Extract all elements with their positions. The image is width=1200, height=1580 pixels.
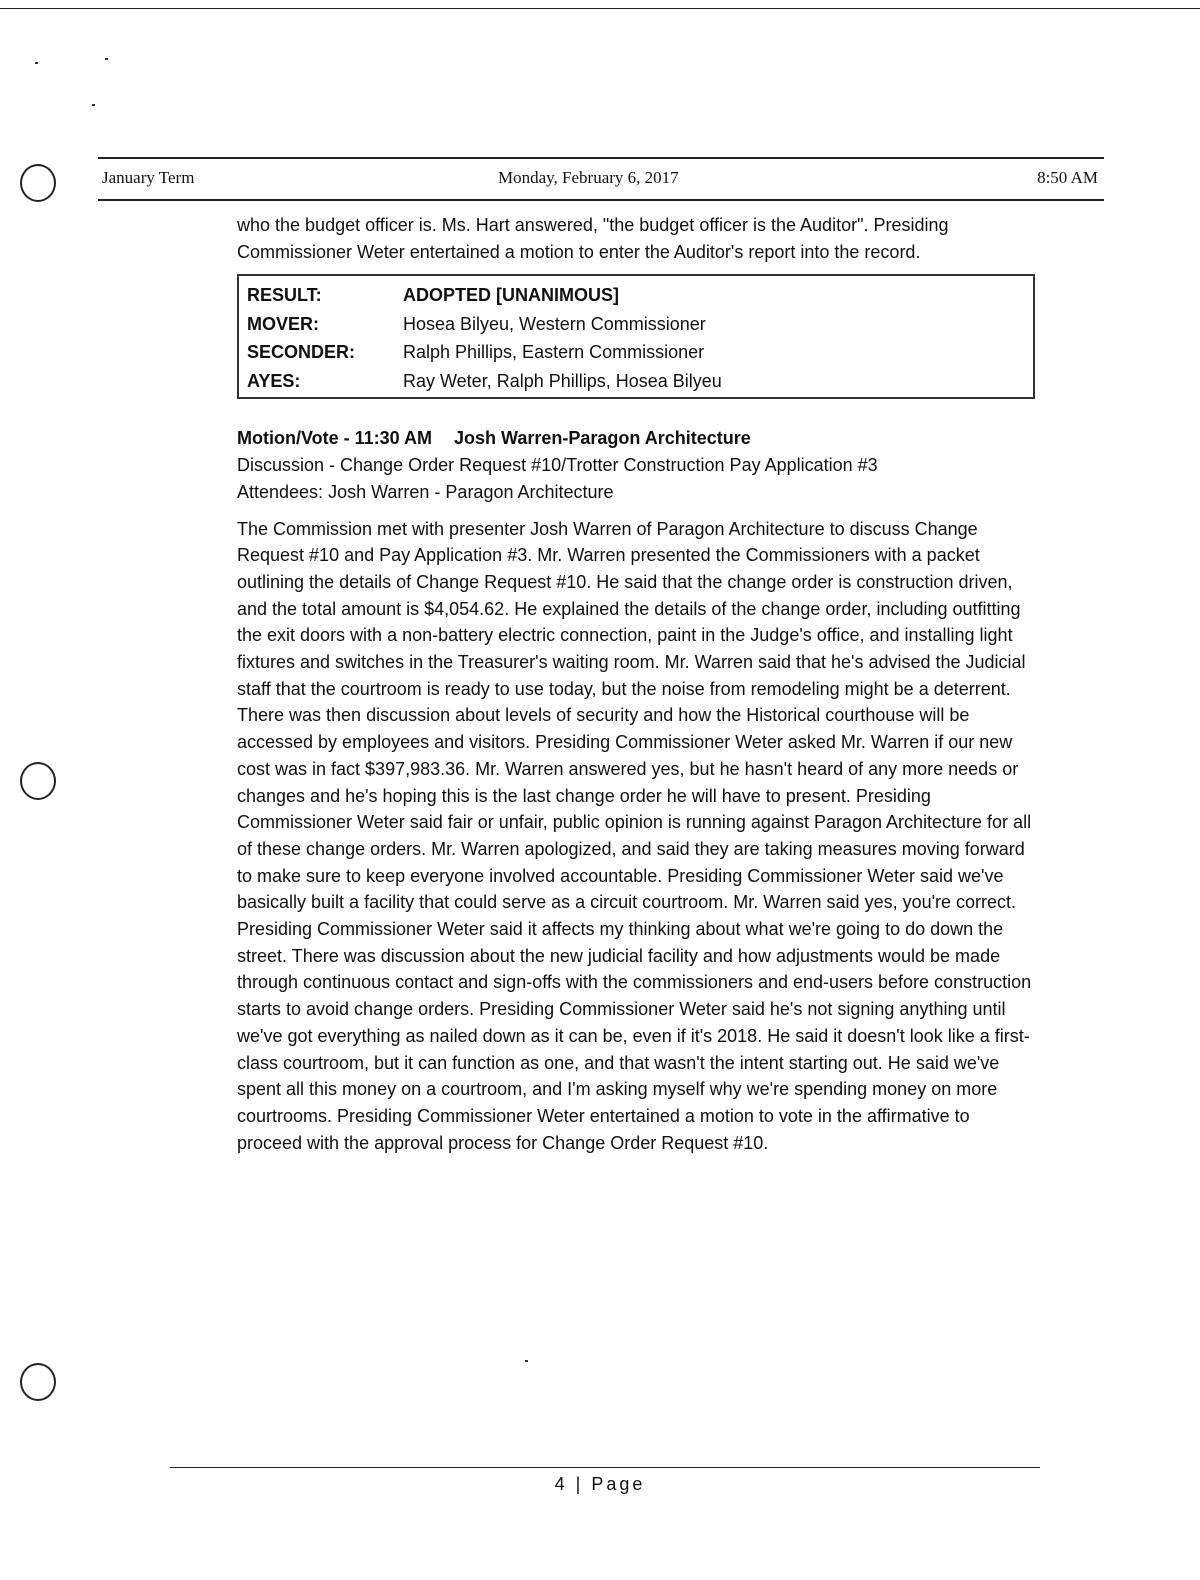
result-row [247,281,1025,310]
result-value: ADOPTED [UNANIMOUS] [403,285,619,306]
scan-speck [35,62,38,64]
scan-speck [105,58,108,60]
vote-result-table [237,274,1035,399]
binder-hole-icon [20,164,56,202]
result-label: RESULT: [247,285,322,306]
minutes-body-paragraph: The Commission met with presenter Josh Warren of Paragon Architecture to discuss Change Request #10 and Pay Application #3. Mr. Warren presented the Commissioners with a packet outlining the details of Change Request #10. He said that the change order is construction driven, and the total amount is $4,054.62. He explained the details of the change order, including outfitting the exit doors with a non-battery electric connection, paint in the Judge's office, and installing light fixtures and switches in the Treasurer's waiting room. Mr. Warren said that he's advised the Judicial staff that the courtroom is ready to use today, but the noise from remodeling might be a deterrent. There was then discussion about levels of security and how the Historical courthouse will be accessed by employees and visitors. Presiding Commissioner Weter asked Mr. Warren if our new cost was in fact $397,983.36. Mr. Warren answered yes, but he hasn't heard of any more needs or changes and he's hoping this is the last change order he will have to present. Presiding Commissioner Weter said fair or unfair, public opinion is running against Paragon Architecture for all of these change orders. Mr. Warren apologized, and said they are taking measures moving forward to make sure to keep everyone involved accountable. Presiding Commissioner Weter said we've basically built a facility that could serve as a circuit courtroom. Mr. Warren said yes, you're correct. Presiding Commissioner Weter said it affects my thinking about what we're going to do down the street. There was discussion about the new judicial facility and how adjustments would be made through continuous contact and sign-offs with the commissioners and end-users before construction starts to avoid change orders. Presiding Commissioner Weter said he's not signing anything until we've got everything as nailed down as it can be, even if it's 2018. He said it doesn't look like a first-class courtroom, but it can function as one, and that wasn't the intent starting out. He said we've spent all this money on a courtroom, and I'm asking myself why we're spending money on more courtrooms. Presiding Commissioner Weter entertained a motion to vote in the affirmative to proceed with the approval process for Change Order Request #10. [237,518,1032,1153]
binder-hole-icon [20,1363,56,1401]
page-number: 4 | Page [554,1474,646,1494]
footer-rule [170,1467,1040,1468]
motion-section [237,425,1037,505]
motion-heading [237,425,1037,452]
seconder-value: Ralph Phillips, Eastern Commissioner [403,342,705,363]
header-time: 8:50 AM [1037,168,1098,187]
header-date: Monday, February 6, 2017 [498,168,679,187]
header-term: January Term [102,168,195,187]
mover-row [247,310,1025,339]
motion-attendees: Attendees: Josh Warren - Paragon Architecture [237,481,614,502]
seconder-row [247,338,1025,367]
mover-label: MOVER: [247,313,319,334]
ayes-label: AYES: [247,370,301,391]
motion-discussion: Discussion - Change Order Request #10/Trotter Construction Pay Application #3 [237,455,878,476]
binder-hole-icon [20,762,56,800]
scan-top-edge-line [0,8,1200,9]
ayes-row [247,367,1025,396]
mover-value: Hosea Bilyeu, Western Commissioner [403,313,706,334]
scan-speck [92,104,95,106]
ayes-value: Ray Weter, Ralph Phillips, Hosea Bilyeu [403,370,722,391]
seconder-label: SECONDER: [247,342,356,363]
intro-paragraph: who the budget officer is. Ms. Hart answered, "the budget officer is the Auditor". Presiding Commissioner Weter entertained a motion to enter the Auditor's report into the record. [237,215,949,262]
scan-speck [525,1360,528,1362]
motion-time: Motion/Vote - 11:30 AM [237,428,433,449]
motion-subject: Josh Warren-Paragon Architecture [454,428,751,449]
page-content [237,212,1037,1156]
page-header [98,157,1104,201]
